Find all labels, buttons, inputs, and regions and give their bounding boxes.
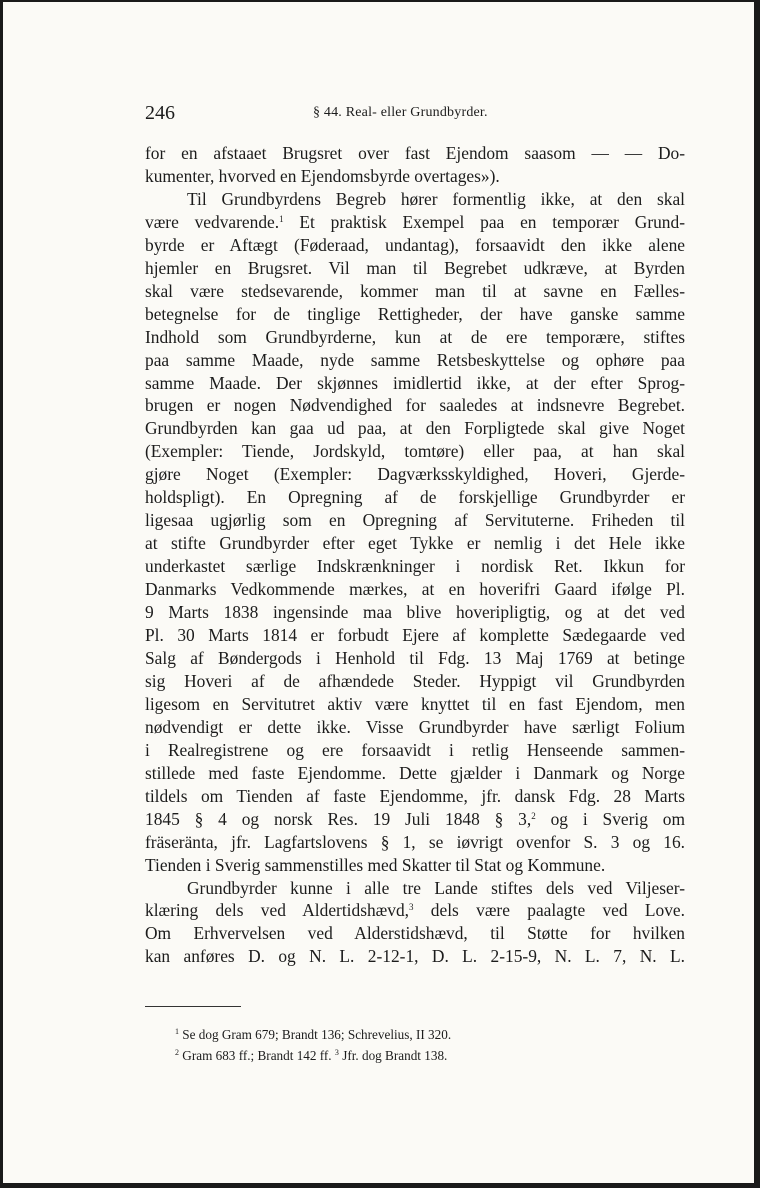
text-line: tildels om Tienden af faste Ejendomme, jfr. dansk Fdg. 28 Marts: [145, 785, 685, 806]
footnote: [175, 1045, 655, 1066]
text-line: byrde er Aftægt (Føderaad, undantag), forsaavidt den ikke alene: [145, 234, 685, 255]
text-line: i Realregistrene og ere forsaavidt i retlig Henseende sammen-: [145, 739, 685, 760]
footnote-marker: 2: [531, 810, 536, 821]
text-fragment: være vedvarende.: [145, 211, 280, 232]
footnote-marker: 3: [334, 1048, 339, 1057]
text-line: kan anføres D. og N. L. 2-12-1, D. L. 2-15-9, N. L. 7, N. L.: [145, 946, 685, 967]
footnote-divider: [145, 1006, 241, 1007]
text-line: at stifte Grundbyrder efter eget Tykke er nemlig i det Hele ikke: [145, 533, 685, 554]
footnote-marker: 1: [175, 1027, 179, 1036]
text-line: [145, 899, 685, 922]
text-line: sig Hoveri af de afhændede Steder. Hyppigt vil Grundbyrden: [145, 670, 685, 691]
text-line: hjemler en Brugsret. Vil man til Begrebet udkræve, at Byrden: [145, 257, 685, 278]
text-line: ligesom en Servitutret aktiv være knyttet til en fast Ejendom, men: [145, 693, 685, 714]
body-text: [145, 142, 685, 968]
text-line: Tienden i Sverig sammenstilles med Skatter til Stat og Kommune.: [145, 854, 606, 875]
book-page: [3, 2, 754, 1183]
footnote-text: Jfr. dog Brandt 138.: [338, 1048, 448, 1063]
text-line: (Exempler: Tiende, Jordskyld, tomtøre) eller paa, at han skal: [145, 441, 685, 462]
text-line: fräseränta, jfr. Lagfartslovens § 1, se iøvrigt ovenfor S. 3 og 16.: [145, 831, 685, 852]
text-line: paa samme Maade, nyde samme Retsbeskyttelse og ophøre paa: [145, 349, 685, 370]
text-line: kumenter, hvorved en Ejendomsbyrde overtages»).: [145, 165, 500, 186]
text-line: samme Maade. Der skjønnes imidlertid ikke, at der efter Sprog-: [145, 372, 685, 393]
text-line: Indhold som Grundbyrderne, kun at de ere temporære, stiftes: [145, 326, 685, 347]
text-line: Om Erhvervelsen ved Alderstidshævd, til Støtte for hvilken: [145, 923, 685, 944]
text-line: skal være stedsevarende, kommer man til at savne en Fælles-: [145, 280, 685, 301]
text-line: brugen er nogen Nødvendighed for saaledes at indsnevre Begrebet.: [145, 395, 685, 416]
text-line: Til Grundbyrdens Begreb hører formentlig ikke, at den skal: [187, 188, 685, 209]
footnote-text: Gram 683 ff.; Brandt 142 ff.: [179, 1048, 335, 1063]
text-line: Salg af Bøndergods i Henhold til Fdg. 13 Maj 1769 at betinge: [145, 647, 685, 668]
text-line: [145, 211, 685, 234]
text-line: for en afstaaet Brugsret over fast Ejendom saasom — — Do-: [145, 143, 685, 163]
text-line: betegnelse for de tinglige Rettigheder, der have ganske samme: [145, 303, 685, 324]
footnote: [175, 1024, 655, 1045]
footnote-marker: 1: [279, 213, 284, 224]
text-line: 9 Marts 1838 ingensinde maa blive hoveripligtig, og at det ved: [145, 602, 685, 623]
running-head: § 44. Real- eller Grundbyrder.: [313, 105, 488, 120]
page-header: [145, 102, 685, 124]
footnote-marker: 3: [409, 902, 414, 913]
footnote-text: Se dog Gram 679; Brandt 136; Schrevelius, II 320.: [179, 1027, 452, 1042]
text-line: holdspligt). En Opregning af de forskjellige Grundbyrder er: [145, 487, 685, 508]
text-line: Grundbyrden kan gaa ud paa, at den Forpligtede skal give Noget: [145, 418, 685, 439]
page-number: 246: [145, 102, 175, 124]
text-line: Grundbyrder kunne i alle tre Lande stiftes dels ved Viljeser-: [187, 877, 685, 898]
text-line: Danmarks Vedkommende mærkes, at en hoverifri Gaard ifølge Pl.: [145, 579, 685, 600]
text-line: nødvendigt er dette ikke. Visse Grundbyrder have særligt Folium: [145, 716, 685, 737]
text-fragment: Et praktisk Exempel paa en temporær Grund-: [283, 211, 685, 232]
text-line: gjøre Noget (Exempler: Dagværksskyldighed, Hoveri, Gjerde-: [145, 464, 685, 485]
text-fragment: klæring dels ved Aldertidshævd,: [145, 900, 409, 921]
text-line: ligesaa ugjørlig som en Opregning af Servituterne. Friheden til: [145, 510, 685, 531]
text-line: stillede med faste Ejendomme. Dette gjælder i Danmark og Norge: [145, 762, 685, 783]
text-fragment: 1845 § 4 og norsk Res. 19 Juli 1848 § 3,: [145, 808, 532, 829]
text-line: Pl. 30 Marts 1814 er forbudt Ejere af komplette Sædegaarde ved: [145, 625, 685, 646]
text-line: [145, 808, 685, 831]
footnote-marker: 2: [175, 1048, 179, 1057]
footnotes: [175, 1024, 655, 1066]
text-line: underkastet særlige Indskrænkninger i nordisk Ret. Ikkun for: [145, 556, 685, 577]
text-fragment: og i Sverig om: [535, 808, 686, 829]
text-fragment: dels være paalagte ved Love.: [413, 900, 685, 921]
